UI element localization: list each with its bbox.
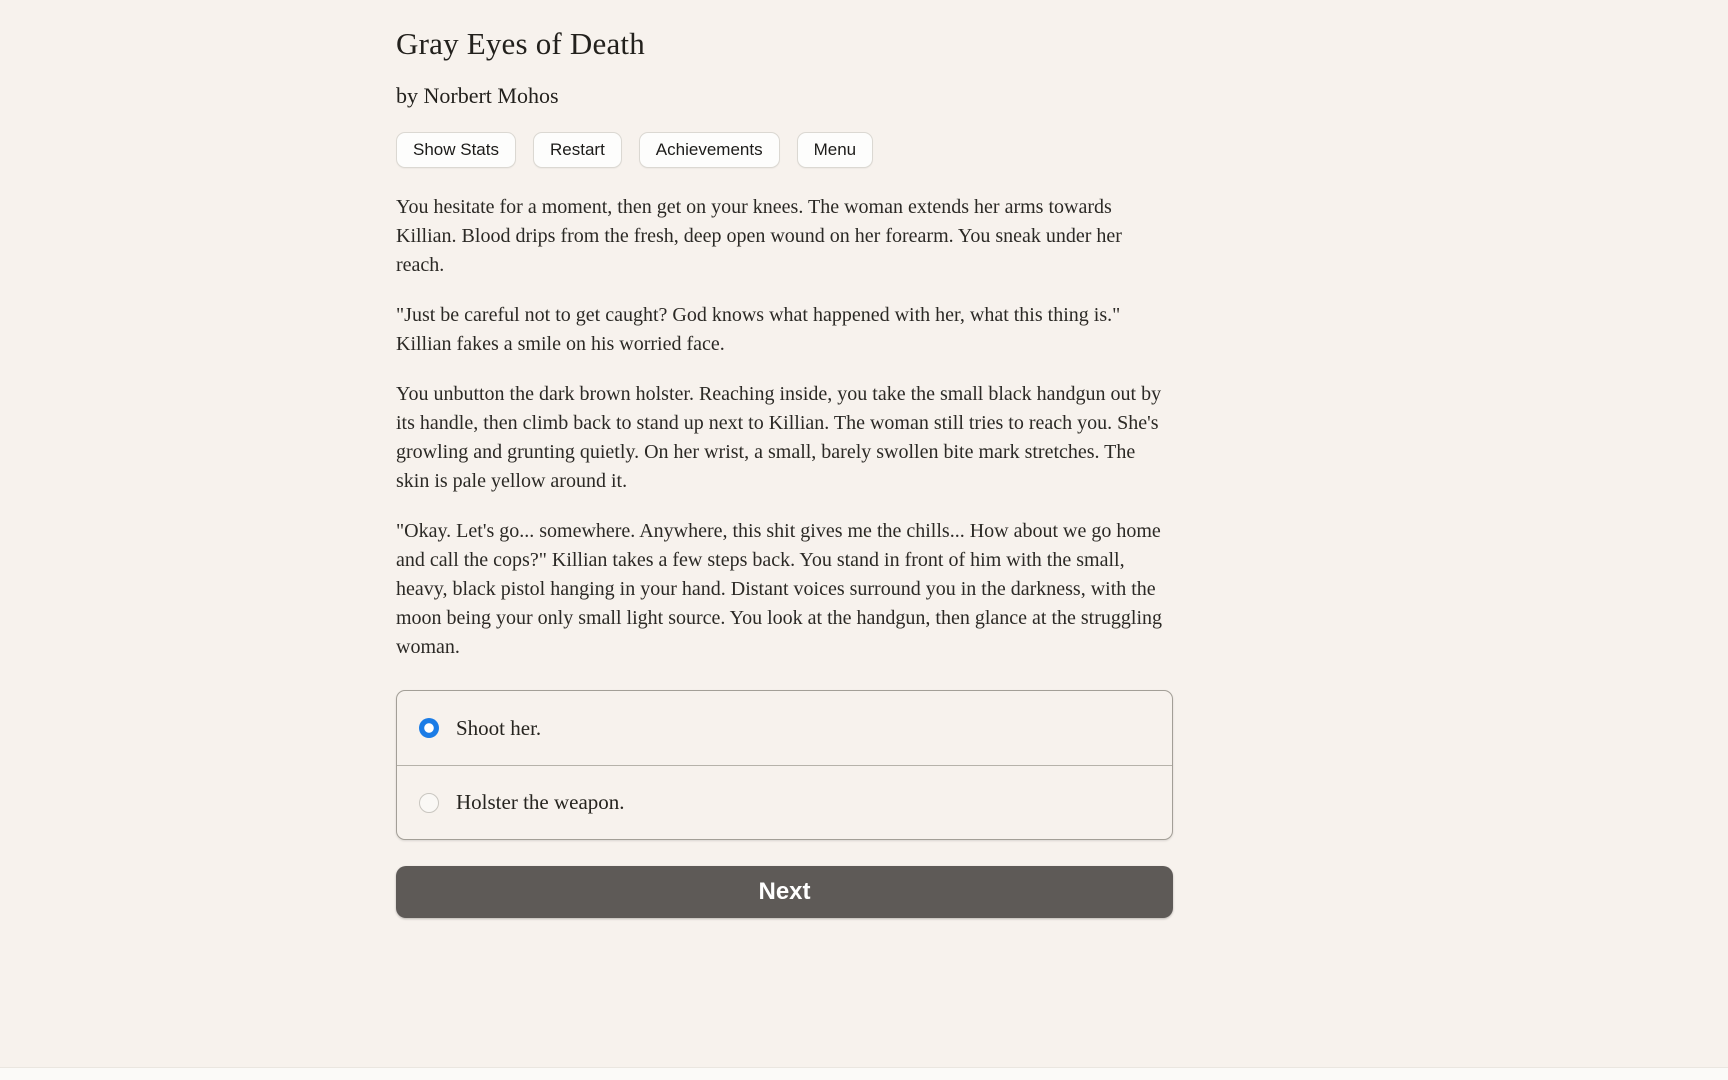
choice-option-label: Holster the weapon. bbox=[456, 790, 625, 814]
radio-button-icon[interactable] bbox=[419, 793, 439, 813]
story-paragraph: "Just be careful not to get caught? God knows what happened with her, what this thing is." Killian fakes a smile on his worried face. bbox=[396, 304, 1121, 355]
next-button[interactable]: Next bbox=[396, 866, 1173, 918]
choice-option-label: Shoot her. bbox=[456, 715, 542, 740]
achievements-button[interactable]: Achievements bbox=[639, 132, 780, 168]
story-paragraph: You unbutton the dark brown holster. Reaching inside, you take the small black handgun out by its handle, then climb back to stand up next to Killian. The woman still tries to reach you. She's growling and grunting quietly. On her wrist, a small, barely swollen bite mark stretches. The skin is pale yellow around it. bbox=[396, 383, 1162, 492]
story-paragraph: You hesitate for a moment, then get on your knees. The woman extends her arms towards Killian. Blood drips from the fresh, deep open wound on her forearm. You sneak under her reach. bbox=[396, 196, 1122, 276]
author-byline: by Norbert Mohos bbox=[396, 83, 559, 108]
choice-group bbox=[396, 690, 1173, 840]
story-paragraph: "Okay. Let's go... somewhere. Anywhere, this shit gives me the chills... How about we go home and call the cops?" Killian takes a few steps back. You stand in front of him with the small, heavy, black pistol hanging in your hand. Distant voices surround you in the darkness, with the moon being your only small light source. You look at the handgun, then glance at the struggling woman. bbox=[396, 520, 1163, 658]
choice-option-holster-weapon[interactable] bbox=[397, 765, 1172, 839]
radio-button-icon[interactable] bbox=[419, 718, 439, 738]
bottom-edge-strip bbox=[0, 1067, 1728, 1080]
choice-option-shoot-her[interactable] bbox=[397, 691, 1172, 765]
story-page bbox=[396, 0, 1173, 918]
page-title: Gray Eyes of Death bbox=[396, 26, 645, 61]
story-text bbox=[396, 193, 1173, 662]
menu-button[interactable]: Menu bbox=[797, 132, 874, 168]
restart-button[interactable]: Restart bbox=[533, 132, 622, 168]
show-stats-button[interactable]: Show Stats bbox=[396, 132, 516, 168]
toolbar bbox=[396, 132, 1173, 168]
